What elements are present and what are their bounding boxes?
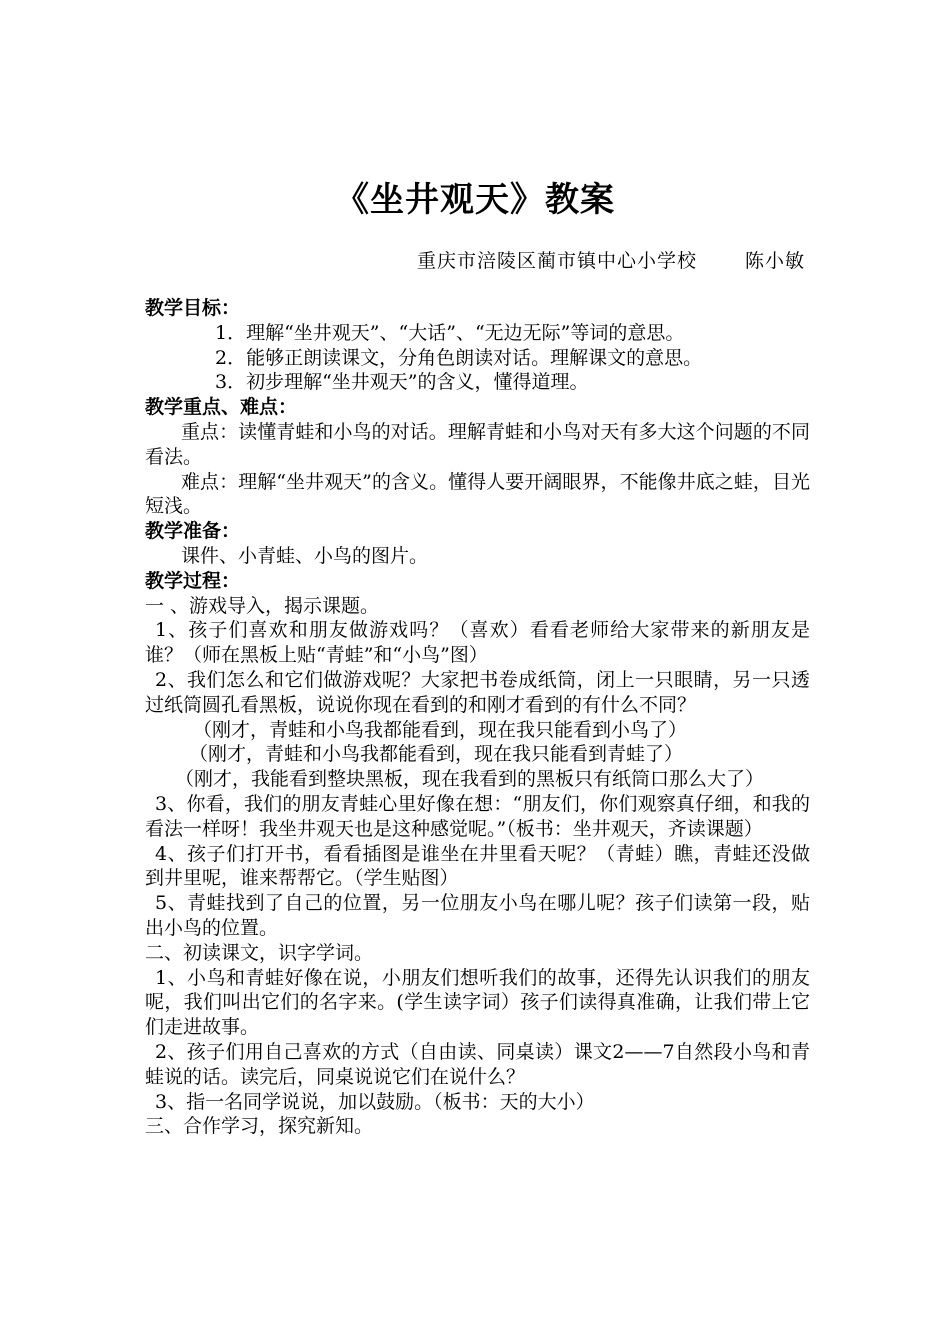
process-part3-title: 三、合作学习，探究新知。 — [145, 1115, 374, 1138]
student-response: （刚才，青蛙和小鸟我都能看到，现在我只能看到小鸟了） — [193, 718, 688, 741]
paragraph: 1、小鸟和青蛙好像在说，小朋友们想听我们的故事，还得先认识我们的朋友呢，我们叫出它们的名字来。(学生读字词）孩子们读得真准确，让我们带上它们走进故事。 — [145, 966, 810, 1039]
key-point-text: 重点：读懂青蛙和小鸟的对话。理解青蛙和小鸟对天有多大这个问题的不同看法。 — [145, 420, 810, 468]
paragraph: 2、孩子们用自己喜欢的方式（自由读、同桌读）课文2——7自然段小鸟和青蛙说的话。读完后，同桌说说它们在说什么？ — [145, 1040, 810, 1088]
process-part2-title: 二、初读课文，识字学词。 — [145, 941, 374, 964]
goal-item-3: 3．初步理解“坐井观天”的含义，懂得道理。 — [215, 371, 589, 394]
document-title: 《坐井观天》教案 — [335, 180, 615, 220]
prep-text: 课件、小青蛙、小鸟的图片。 — [181, 544, 429, 567]
difficult-point-text: 难点：理解“坐井观天”的含义。懂得人要开阔眼界，不能像井底之蛙，目光短浅。 — [145, 470, 810, 518]
paragraph: 3、你看，我们的朋友青蛙心里好像在想：“朋友们，你们观察真仔细，和我的看法一样呀！我坐井观天也是这种感觉呢。”（板书：坐井观天，齐读课题） — [145, 792, 810, 840]
paragraph: 1、孩子们喜欢和朋友做游戏吗？（喜欢）看看老师给大家带来的新朋友是谁？（师在黑板上贴“青蛙”和“小鸟”图） — [145, 619, 810, 667]
section-heading-goals: 教学目标： — [145, 297, 241, 319]
paragraph: 4、孩子们打开书，看看插图是谁坐在井里看天呢？（青蛙）瞧，青蛙还没做到井里呢，谁来帮帮它。（学生贴图） — [145, 842, 810, 890]
student-response: （刚才，我能看到整块黑板，现在我看到的黑板只有纸筒口那么大了） — [175, 768, 765, 791]
paragraph: 5、青蛙找到了自己的位置，另一位朋友小鸟在哪儿呢？孩子们读第一段，贴出小鸟的位置。 — [145, 892, 810, 939]
goal-item-1: 1．理解“坐井观天”、“大话”、“无边无际”等词的意思。 — [215, 321, 685, 344]
author-name: 陈小敏 — [744, 250, 805, 272]
section-heading-prep: 教学准备： — [145, 520, 241, 543]
author-line — [417, 245, 805, 277]
document-body — [145, 296, 810, 1139]
process-part1-title: 一 、游戏导入，揭示课题。 — [145, 594, 380, 617]
goal-item-2: 2．能够正朗读课文，分角色朗读对话。理解课文的意思。 — [215, 346, 703, 369]
section-heading-key-points: 教学重点、难点： — [145, 396, 298, 419]
paragraph: 3、指一名同学说说，加以鼓励。（板书：天的大小） — [155, 1090, 595, 1113]
section-heading-process: 教学过程： — [145, 569, 241, 592]
student-response: （刚才，青蛙和小鸟我都能看到，现在我只能看到青蛙了） — [189, 743, 684, 766]
paragraph: 2、我们怎么和它们做游戏呢？大家把书卷成纸筒，闭上一只眼睛，另一只透过纸筒圆孔看黑板，说说你现在看到的和刚才看到的有什么不同？ — [145, 668, 810, 716]
author-school: 重庆市涪陵区蔺市镇中心小学校 — [416, 250, 697, 272]
